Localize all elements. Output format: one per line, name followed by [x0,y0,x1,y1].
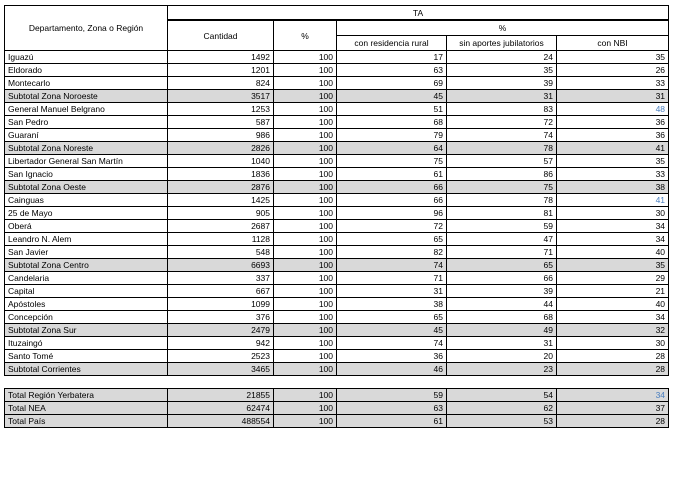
region-name-cell: Candelaria [5,272,168,285]
nbi-cell: 33 [557,77,669,90]
table-row [5,194,669,207]
table-row [5,64,669,77]
nbi-cell: 31 [557,90,669,103]
rural-header: con residencia rural [337,36,447,51]
table-row [5,103,669,116]
percent-cell: 100 [274,220,337,233]
cantidad-cell: 337 [168,272,274,285]
cantidad-cell: 1201 [168,64,274,77]
cantidad-cell: 488554 [168,415,274,428]
cantidad-cell: 986 [168,129,274,142]
rural-cell: 75 [337,155,447,168]
jubilatorios-cell: 65 [447,259,557,272]
nbi-cell: 41 [557,194,669,207]
table-row [5,207,669,220]
row-label-header: Departamento, Zona o Región [5,6,168,51]
percent-cell: 100 [274,272,337,285]
percent-cell: 100 [274,194,337,207]
percent-cell: 100 [274,246,337,259]
rural-cell: 72 [337,220,447,233]
percent-cell: 100 [274,116,337,129]
cantidad-cell: 2826 [168,142,274,155]
table-row [5,77,669,90]
nbi-cell: 30 [557,337,669,350]
jubilatorios-cell: 71 [447,246,557,259]
rural-cell: 46 [337,363,447,376]
cantidad-cell: 1492 [168,51,274,64]
subtotal-row [5,324,669,337]
percent-cell: 100 [274,311,337,324]
cantidad-cell: 3465 [168,363,274,376]
region-name-cell: Total País [5,415,168,428]
region-name-cell: San Javier [5,246,168,259]
total-row [5,415,669,428]
percent-group-header: % [337,20,669,36]
nbi-cell: 34 [557,220,669,233]
jubilatorios-cell: 57 [447,155,557,168]
rural-cell: 36 [337,350,447,363]
cantidad-cell: 2876 [168,181,274,194]
percent-cell: 100 [274,103,337,116]
group-header-ta: TA [168,6,669,21]
percent-cell: 100 [274,402,337,415]
percent-cell: 100 [274,90,337,103]
region-name-cell: San Pedro [5,116,168,129]
ta-statistics-table [4,5,669,428]
region-name-cell: General Manuel Belgrano [5,103,168,116]
percent-header: % [274,20,337,51]
rural-cell: 96 [337,207,447,220]
subtotal-row [5,90,669,103]
region-name-cell: Total NEA [5,402,168,415]
percent-cell: 100 [274,155,337,168]
percent-cell: 100 [274,324,337,337]
cantidad-cell: 942 [168,337,274,350]
jubilatorios-cell: 35 [447,64,557,77]
table-row [5,116,669,129]
region-name-cell: Apóstoles [5,298,168,311]
rural-cell: 17 [337,51,447,64]
region-name-cell: Subtotal Zona Centro [5,259,168,272]
rural-cell: 68 [337,116,447,129]
jubilatorios-cell: 54 [447,389,557,402]
jubilatorios-cell: 39 [447,285,557,298]
jubilatorios-cell: 39 [447,77,557,90]
table-row [5,298,669,311]
cantidad-cell: 6693 [168,259,274,272]
rural-cell: 61 [337,168,447,181]
cantidad-cell: 905 [168,207,274,220]
region-name-cell: Subtotal Corrientes [5,363,168,376]
nbi-cell: 28 [557,363,669,376]
percent-cell: 100 [274,181,337,194]
nbi-cell: 26 [557,64,669,77]
cantidad-cell: 667 [168,285,274,298]
percent-cell: 100 [274,233,337,246]
nbi-cell: 21 [557,285,669,298]
rural-cell: 61 [337,415,447,428]
rural-cell: 59 [337,389,447,402]
nbi-cell: 28 [557,415,669,428]
nbi-cell: 35 [557,155,669,168]
jubilatorios-cell: 62 [447,402,557,415]
cantidad-header: Cantidad [168,20,274,51]
jubilatorios-cell: 20 [447,350,557,363]
jubilatorios-cell: 86 [447,168,557,181]
rural-cell: 79 [337,129,447,142]
region-name-cell: Guaraní [5,129,168,142]
jubilatorios-header: sin aportes jubilatorios [447,36,557,51]
table-row [5,129,669,142]
rural-cell: 66 [337,181,447,194]
spacer-row [5,376,669,389]
cantidad-cell: 2479 [168,324,274,337]
region-name-cell: Oberá [5,220,168,233]
percent-cell: 100 [274,389,337,402]
cantidad-cell: 1128 [168,233,274,246]
nbi-cell: 33 [557,168,669,181]
nbi-cell: 38 [557,181,669,194]
jubilatorios-cell: 53 [447,415,557,428]
region-name-cell: Subtotal Zona Oeste [5,181,168,194]
rural-cell: 74 [337,337,447,350]
total-row [5,389,669,402]
percent-cell: 100 [274,168,337,181]
subtotal-row [5,259,669,272]
percent-cell: 100 [274,64,337,77]
table-row [5,272,669,285]
region-name-cell: Eldorado [5,64,168,77]
jubilatorios-cell: 81 [447,207,557,220]
region-name-cell: Iguazú [5,51,168,64]
cantidad-cell: 824 [168,77,274,90]
jubilatorios-cell: 24 [447,51,557,64]
jubilatorios-cell: 83 [447,103,557,116]
nbi-cell: 36 [557,116,669,129]
table-row [5,220,669,233]
rural-cell: 74 [337,259,447,272]
table-row [5,233,669,246]
percent-cell: 100 [274,350,337,363]
rural-cell: 65 [337,311,447,324]
jubilatorios-cell: 72 [447,116,557,129]
rural-cell: 45 [337,90,447,103]
nbi-cell: 37 [557,402,669,415]
rural-cell: 66 [337,194,447,207]
rural-cell: 65 [337,233,447,246]
rural-cell: 38 [337,298,447,311]
percent-cell: 100 [274,259,337,272]
rural-cell: 69 [337,77,447,90]
table-row [5,51,669,64]
nbi-cell: 28 [557,350,669,363]
rural-cell: 63 [337,64,447,77]
cantidad-cell: 587 [168,116,274,129]
percent-cell: 100 [274,415,337,428]
region-name-cell: 25 de Mayo [5,207,168,220]
table-row [5,155,669,168]
subtotal-row [5,363,669,376]
nbi-cell: 32 [557,324,669,337]
nbi-cell: 29 [557,272,669,285]
percent-cell: 100 [274,363,337,376]
table-row [5,337,669,350]
jubilatorios-cell: 44 [447,298,557,311]
jubilatorios-cell: 68 [447,311,557,324]
region-name-cell: Capital [5,285,168,298]
cantidad-cell: 2523 [168,350,274,363]
jubilatorios-cell: 23 [447,363,557,376]
percent-cell: 100 [274,285,337,298]
jubilatorios-cell: 59 [447,220,557,233]
rural-cell: 63 [337,402,447,415]
nbi-cell: 34 [557,233,669,246]
percent-cell: 100 [274,337,337,350]
percent-cell: 100 [274,51,337,64]
nbi-cell: 36 [557,129,669,142]
percent-cell: 100 [274,142,337,155]
region-name-cell: Santo Tomé [5,350,168,363]
region-name-cell: Subtotal Zona Noreste [5,142,168,155]
cantidad-cell: 1099 [168,298,274,311]
nbi-cell: 40 [557,298,669,311]
nbi-cell: 48 [557,103,669,116]
cantidad-cell: 1040 [168,155,274,168]
cantidad-cell: 21855 [168,389,274,402]
subtotal-row [5,142,669,155]
jubilatorios-cell: 75 [447,181,557,194]
region-name-cell: Subtotal Zona Noroeste [5,90,168,103]
nbi-cell: 34 [557,389,669,402]
region-name-cell: Montecarlo [5,77,168,90]
jubilatorios-cell: 47 [447,233,557,246]
percent-cell: 100 [274,207,337,220]
region-name-cell: San Ignacio [5,168,168,181]
cantidad-cell: 1253 [168,103,274,116]
cantidad-cell: 376 [168,311,274,324]
data-table-container [4,5,669,428]
rural-cell: 71 [337,272,447,285]
cantidad-cell: 2687 [168,220,274,233]
spacer-cell [5,376,669,389]
rural-cell: 31 [337,285,447,298]
nbi-cell: 30 [557,207,669,220]
table-row [5,285,669,298]
region-name-cell: Subtotal Zona Sur [5,324,168,337]
region-name-cell: Total Región Yerbatera [5,389,168,402]
subtotal-row [5,181,669,194]
table-body [5,51,669,428]
table-row [5,350,669,363]
region-name-cell: Libertador General San Martín [5,155,168,168]
cantidad-cell: 1836 [168,168,274,181]
jubilatorios-cell: 66 [447,272,557,285]
cantidad-cell: 1425 [168,194,274,207]
region-name-cell: Ituzaingó [5,337,168,350]
cantidad-cell: 548 [168,246,274,259]
nbi-cell: 35 [557,51,669,64]
region-name-cell: Leandro N. Alem [5,233,168,246]
table-row [5,168,669,181]
percent-cell: 100 [274,129,337,142]
jubilatorios-cell: 78 [447,194,557,207]
jubilatorios-cell: 31 [447,90,557,103]
jubilatorios-cell: 49 [447,324,557,337]
table-row [5,311,669,324]
rural-cell: 51 [337,103,447,116]
total-row [5,402,669,415]
rural-cell: 64 [337,142,447,155]
percent-cell: 100 [274,298,337,311]
cantidad-cell: 62474 [168,402,274,415]
jubilatorios-cell: 74 [447,129,557,142]
nbi-header: con NBI [557,36,669,51]
nbi-cell: 40 [557,246,669,259]
rural-cell: 45 [337,324,447,337]
nbi-cell: 41 [557,142,669,155]
nbi-cell: 34 [557,311,669,324]
jubilatorios-cell: 78 [447,142,557,155]
jubilatorios-cell: 31 [447,337,557,350]
region-name-cell: Concepción [5,311,168,324]
percent-cell: 100 [274,77,337,90]
cantidad-cell: 3517 [168,90,274,103]
nbi-cell: 35 [557,259,669,272]
rural-cell: 82 [337,246,447,259]
table-row [5,246,669,259]
region-name-cell: Cainguas [5,194,168,207]
